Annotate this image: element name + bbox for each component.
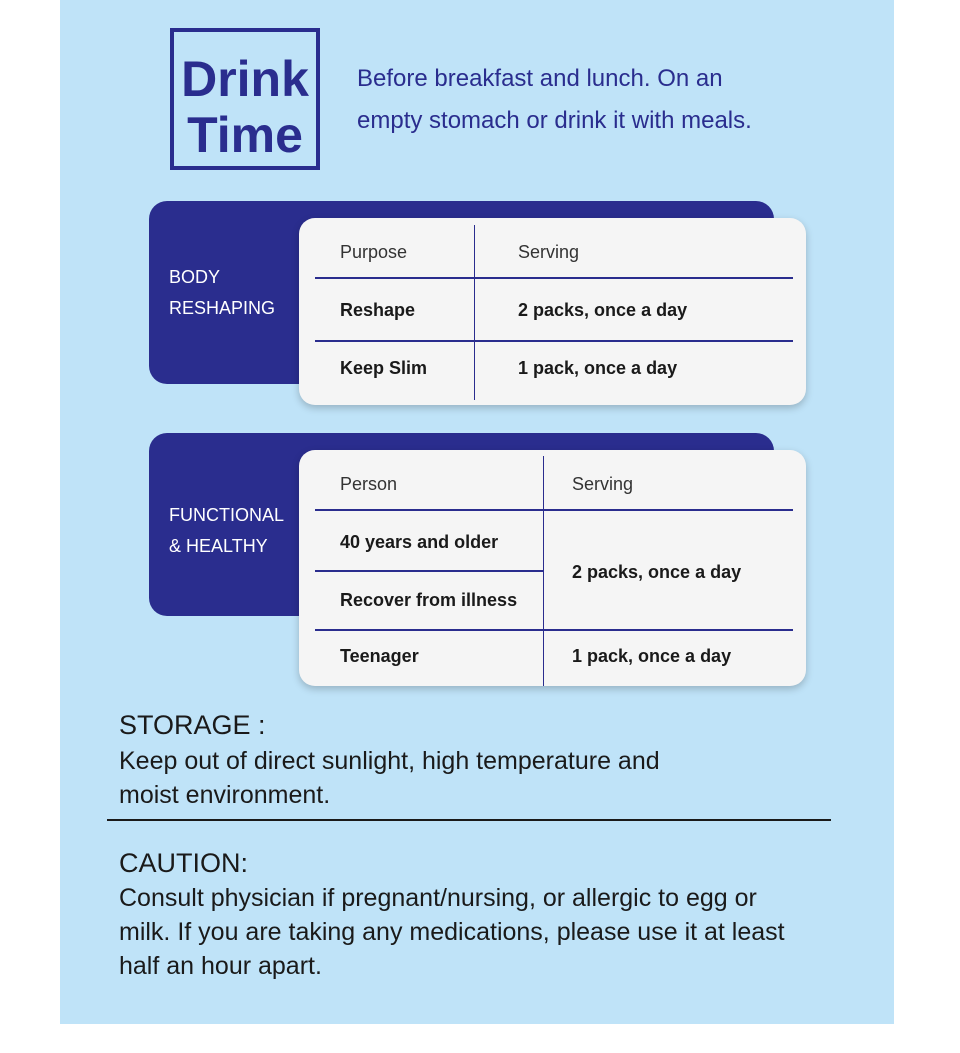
column-header-purpose: Purpose (340, 242, 408, 262)
column-header-serving: Serving (572, 474, 634, 494)
row-divider (315, 340, 793, 342)
functional-label (169, 500, 284, 562)
caution-title: CAUTION: (119, 848, 249, 878)
functional-label-line-1: FUNCTIONAL (169, 505, 285, 525)
person-cell: 40 years and older (340, 532, 499, 552)
purpose-cell: Reshape (340, 300, 416, 320)
serving-cell: 1 pack, once a day (572, 646, 732, 666)
column-divider (543, 456, 544, 686)
serving-cell: 1 pack, once a day (518, 358, 678, 378)
intro-line-2: empty stomach or drink it with meals. (357, 107, 752, 134)
row-divider (315, 629, 793, 631)
merged-serving-cell: 2 packs, once a day (572, 562, 742, 582)
body-reshaping-table (299, 218, 806, 405)
person-cell: Recover from illness (340, 590, 518, 610)
title-line-2: Time (187, 107, 303, 163)
title-line-1: Drink (181, 51, 309, 107)
purpose-cell: Keep Slim (340, 358, 428, 378)
header-divider (315, 277, 793, 279)
storage-title: STORAGE : (119, 710, 266, 740)
serving-cell: 2 packs, once a day (518, 300, 688, 320)
caution-text (119, 881, 785, 983)
section-divider (107, 819, 831, 821)
storage-line-1: Keep out of direct sunlight, high temperature and (119, 747, 660, 775)
body-reshaping-label (169, 262, 275, 324)
drink-time-title-box (170, 28, 320, 170)
caution-line-3: half an hour apart. (119, 952, 322, 980)
body-reshaping-label-line-2: RESHAPING (169, 298, 276, 318)
column-divider (474, 225, 475, 400)
caution-line-1: Consult physician if pregnant/nursing, or allergic to egg or (119, 884, 757, 912)
person-cell: Teenager (340, 646, 419, 666)
column-header-serving: Serving (518, 242, 580, 262)
storage-text (119, 744, 660, 812)
header-divider (315, 509, 793, 511)
caution-line-2: milk. If you are taking any medications, please use it at least (119, 918, 785, 946)
row-divider (315, 570, 543, 572)
functional-table (299, 450, 806, 686)
column-header-person: Person (340, 474, 398, 494)
storage-line-2: moist environment. (119, 781, 331, 809)
body-reshaping-label-line-1: BODY (169, 267, 221, 287)
intro-text (357, 58, 827, 142)
functional-label-line-2: & HEALTHY (169, 536, 268, 556)
intro-line-1: Before breakfast and lunch. On an (357, 65, 723, 92)
